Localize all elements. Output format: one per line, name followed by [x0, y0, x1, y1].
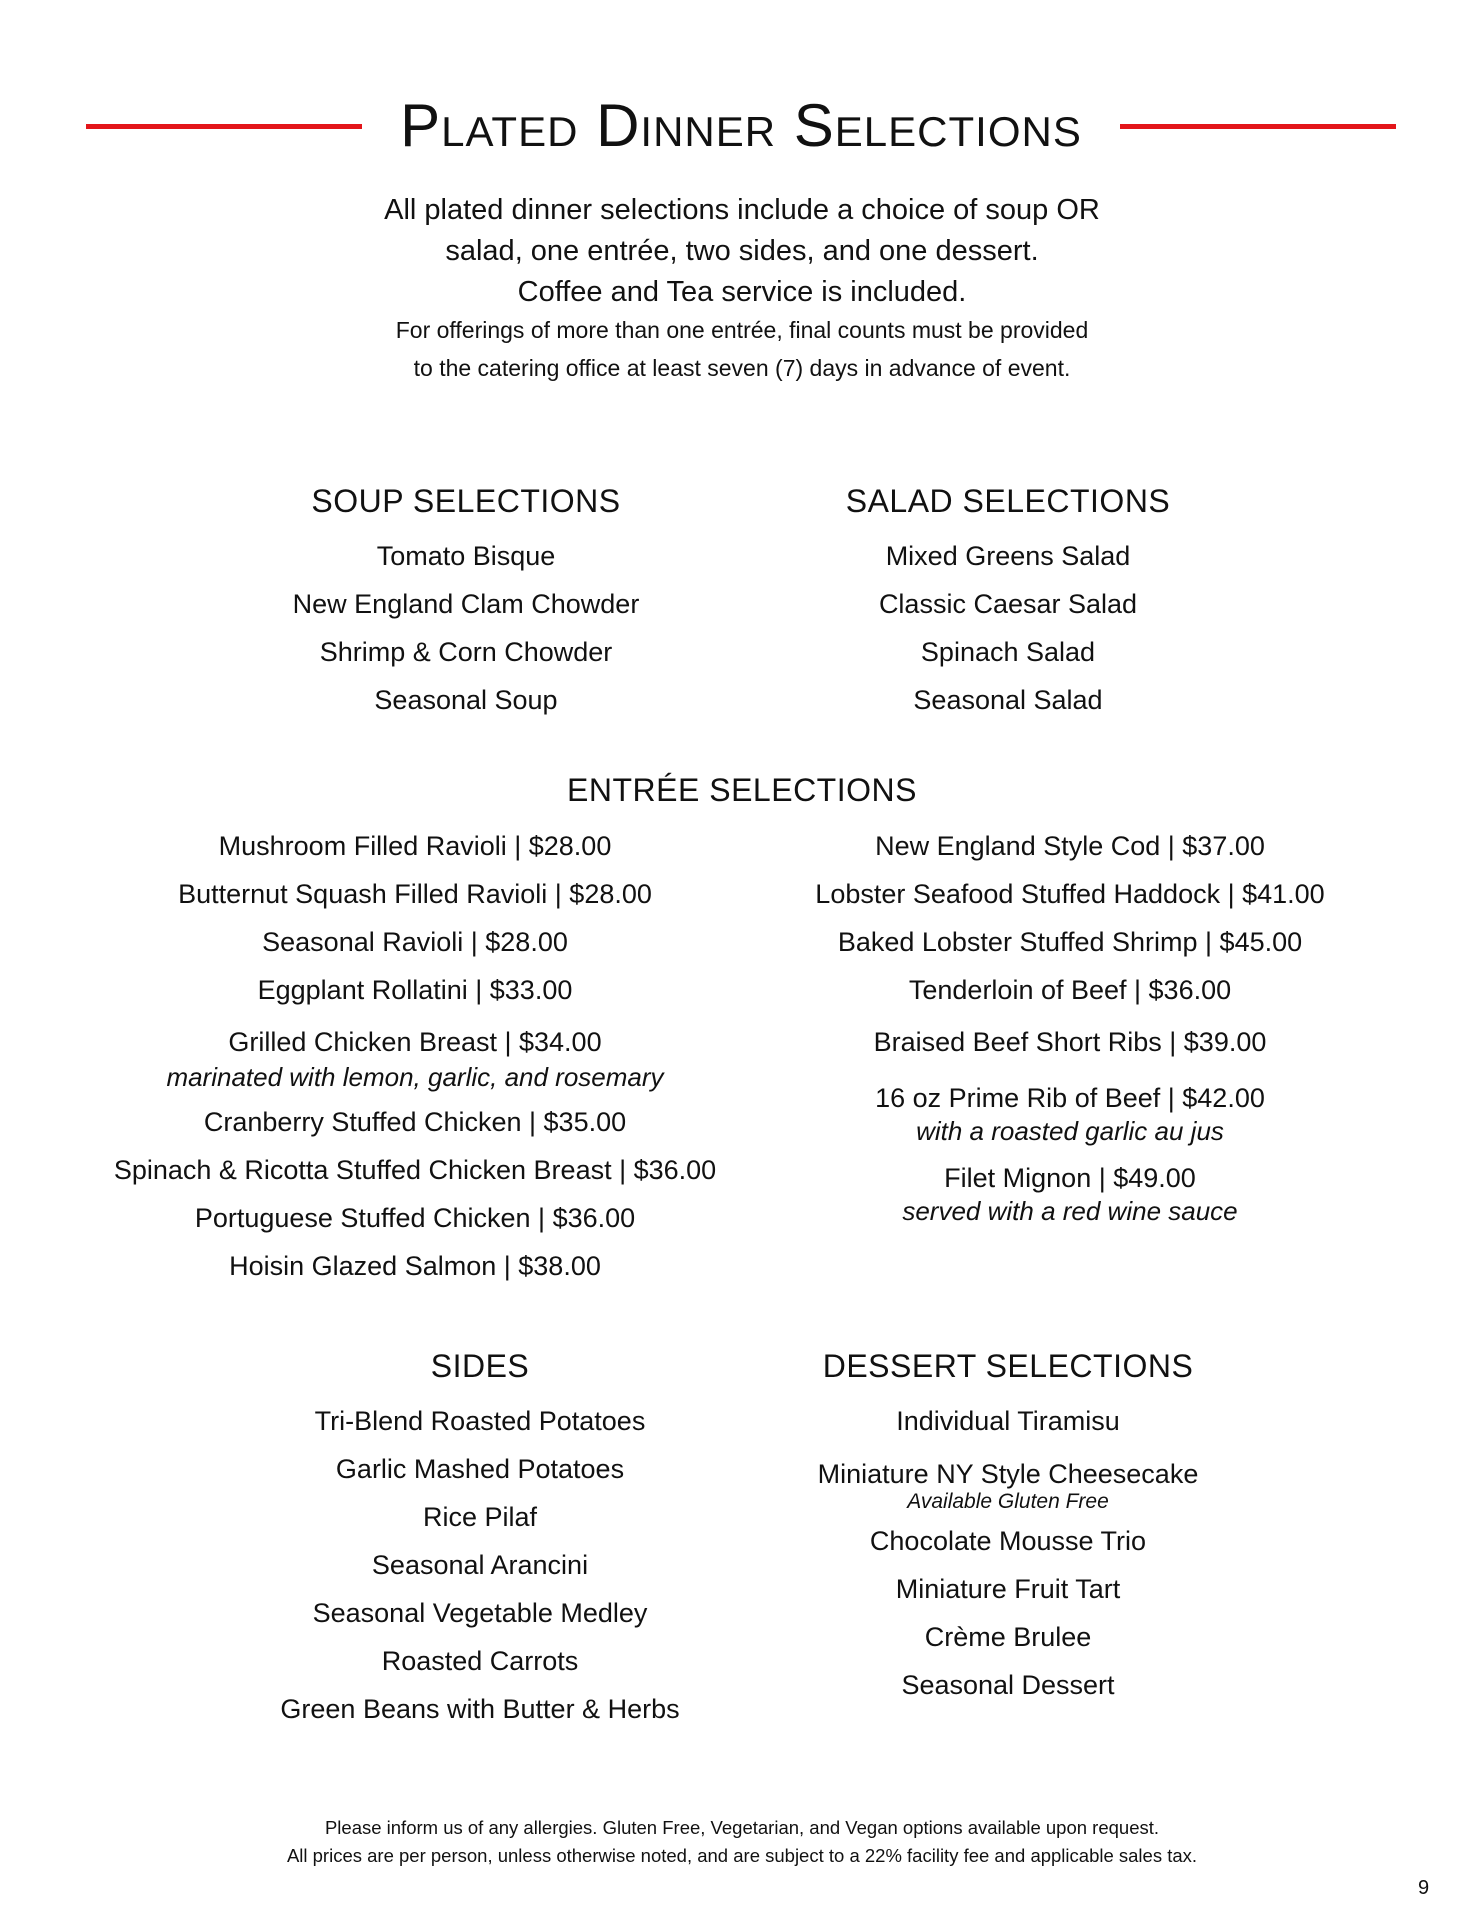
- intro-line-3: Coffee and Tea service is included.: [517, 276, 967, 308]
- soup-item: New England Clam Chowder: [292, 589, 640, 619]
- entree-heading: ENTRÉE SELECTIONS: [567, 772, 917, 808]
- entree-item: Seasonal Ravioli | $28.00: [262, 927, 568, 957]
- entree-item: Baked Lobster Stuffed Shrimp | $45.00: [837, 927, 1303, 957]
- entree-right-column: [780, 822, 1360, 1226]
- entree-item: Butternut Squash Filled Ravioli | $28.00: [178, 879, 652, 909]
- intro-line-4: For offerings of more than one entrée, final counts must be provided: [395, 317, 1089, 343]
- footer-line-1: Please inform us of any allergies. Gluten Free, Vegetarian, and Vegan options available upon request.: [324, 1817, 1160, 1838]
- entree-item: Lobster Seafood Stuffed Haddock | $41.00: [815, 879, 1325, 909]
- entree-note: served with a red wine sauce: [902, 1196, 1238, 1226]
- intro-line-5: to the catering office at least seven (7) days in advance of event.: [413, 355, 1071, 381]
- entree-note: with a roasted garlic au jus: [916, 1116, 1224, 1146]
- entree-item: Grilled Chicken Breast | $34.00: [228, 1027, 602, 1057]
- dessert-item: Seasonal Dessert: [901, 1670, 1115, 1700]
- side-item: Roasted Carrots: [381, 1646, 579, 1676]
- title-rule-left: [86, 124, 362, 129]
- entree-item: Mushroom Filled Ravioli | $28.00: [218, 831, 612, 861]
- soup-section: [236, 481, 696, 724]
- side-item: Tri-Blend Roasted Potatoes: [314, 1406, 646, 1436]
- dessert-item: Miniature Fruit Tart: [895, 1574, 1121, 1604]
- salad-item: Spinach Salad: [920, 637, 1096, 667]
- entree-item: Spinach & Ricotta Stuffed Chicken Breast | $36.00: [113, 1155, 717, 1185]
- page-title: Plated Dinner Selections: [400, 92, 1082, 159]
- side-item: Seasonal Vegetable Medley: [312, 1598, 648, 1628]
- intro-line-1: All plated dinner selections include a choice of soup OR: [384, 194, 1100, 226]
- footer: [0, 1814, 1484, 1870]
- salad-heading: SALAD SELECTIONS: [845, 483, 1171, 519]
- side-item: Rice Pilaf: [422, 1502, 538, 1532]
- dessert-item: Chocolate Mousse Trio: [869, 1526, 1147, 1556]
- dessert-item: Individual Tiramisu: [896, 1406, 1120, 1436]
- entree-item: Portuguese Stuffed Chicken | $36.00: [194, 1203, 636, 1233]
- intro-line-2: salad, one entrée, two sides, and one dessert.: [445, 235, 1039, 267]
- soup-item: Tomato Bisque: [376, 541, 556, 571]
- entree-item: Tenderloin of Beef | $36.00: [908, 975, 1232, 1005]
- entree-item: Hoisin Glazed Salmon | $38.00: [229, 1251, 601, 1281]
- page-number: 9: [1418, 1877, 1430, 1899]
- entree-item: Braised Beef Short Ribs | $39.00: [873, 1027, 1267, 1057]
- entree-item: New England Style Cod | $37.00: [875, 831, 1265, 861]
- title-row: [86, 88, 1396, 164]
- entree-item: Filet Mignon | $49.00: [944, 1163, 1196, 1193]
- side-item: Green Beans with Butter & Herbs: [280, 1694, 680, 1724]
- entree-item: 16 oz Prime Rib of Beef | $42.00: [875, 1083, 1265, 1113]
- side-item: Seasonal Arancini: [371, 1550, 589, 1580]
- salad-section: [788, 481, 1228, 724]
- dessert-note: Available Gluten Free: [907, 1490, 1109, 1513]
- dessert-section: [788, 1346, 1228, 1709]
- salad-item: Mixed Greens Salad: [885, 541, 1131, 571]
- salad-item: Classic Caesar Salad: [878, 589, 1138, 619]
- entree-left-column: [110, 822, 720, 1290]
- sides-heading: SIDES: [430, 1348, 530, 1384]
- entree-note: marinated with lemon, garlic, and rosemary: [166, 1062, 664, 1092]
- side-item: Garlic Mashed Potatoes: [335, 1454, 625, 1484]
- dessert-item: Miniature NY Style Cheesecake: [817, 1459, 1199, 1489]
- sides-section: [250, 1346, 710, 1733]
- intro: [0, 190, 1484, 387]
- soup-item: Shrimp & Corn Chowder: [319, 637, 613, 667]
- soup-heading: SOUP SELECTIONS: [311, 483, 621, 519]
- dessert-item: Crème Brulee: [924, 1622, 1092, 1652]
- dessert-heading: DESSERT SELECTIONS: [822, 1348, 1194, 1384]
- title-rule-right: [1120, 124, 1396, 129]
- salad-item: Seasonal Salad: [913, 685, 1103, 715]
- footer-line-2: All prices are per person, unless otherwise noted, and are subject to a 22% facility fee and applicable sales tax.: [286, 1845, 1198, 1866]
- entree-item: Eggplant Rollatini | $33.00: [257, 975, 573, 1005]
- entree-heading-wrap: [0, 770, 1484, 810]
- soup-item: Seasonal Soup: [374, 685, 558, 715]
- entree-item: Cranberry Stuffed Chicken | $35.00: [203, 1107, 627, 1137]
